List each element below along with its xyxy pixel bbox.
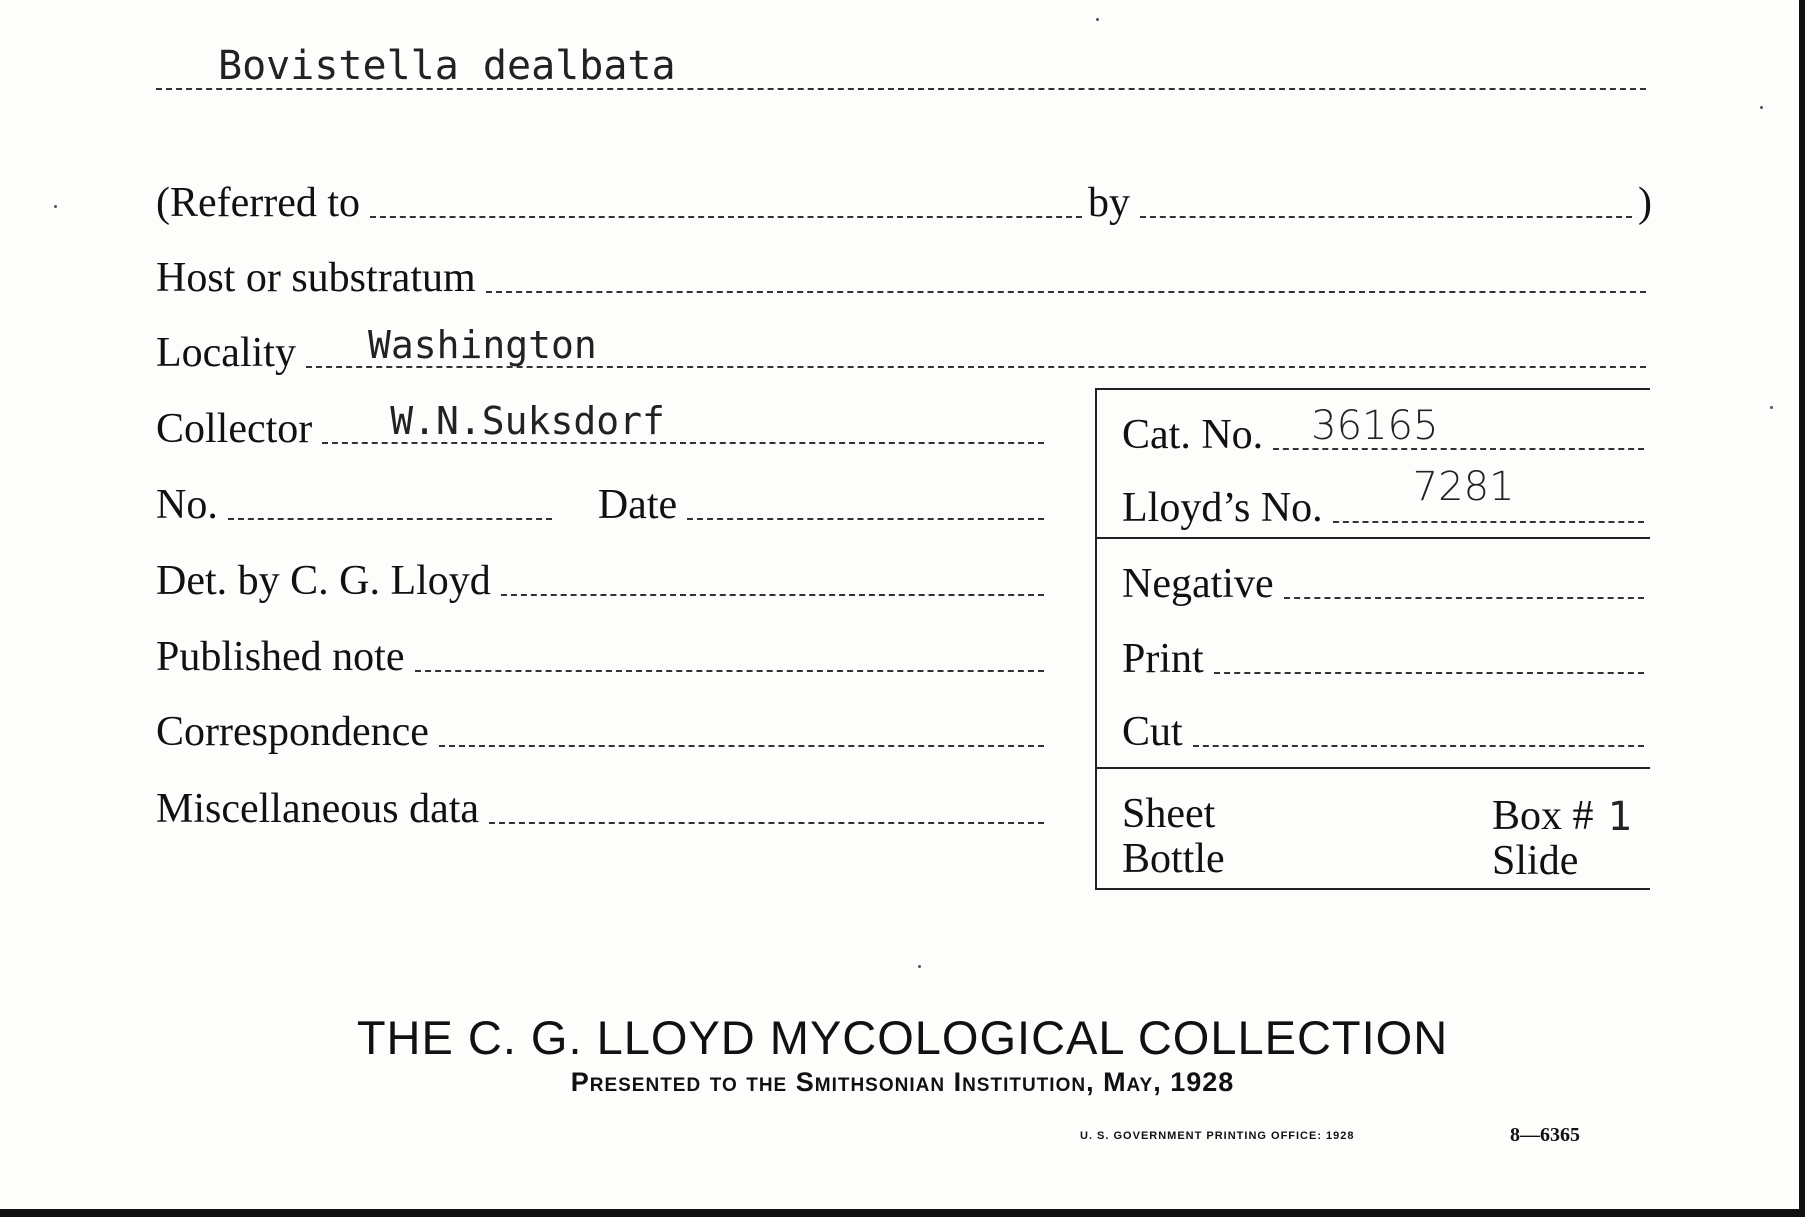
locality-line [306, 323, 1646, 368]
misc-line [489, 822, 1044, 824]
collection-title: THE C. G. LLOYD MYCOLOGICAL COLLECTION [356, 1011, 1449, 1064]
lloyd-row [1122, 464, 1650, 531]
host-line [486, 291, 1646, 293]
locality-row [156, 323, 1652, 376]
box-top-rule [1097, 388, 1650, 390]
no-label: No. [156, 482, 218, 528]
collector-label: Collector [156, 406, 313, 452]
lloyd-value: 7281 [1412, 464, 1515, 510]
correspondence-line [439, 745, 1044, 747]
box-left-rule [1095, 388, 1097, 890]
correspondence-row [156, 711, 1050, 753]
by-label: by [1088, 180, 1130, 226]
by-line [1140, 216, 1632, 218]
host-row [156, 257, 1652, 299]
species-row [156, 43, 1652, 96]
date-line [687, 518, 1044, 520]
locality-value: Washington [367, 323, 597, 367]
negative-line [1284, 597, 1644, 599]
paper-speck [54, 205, 57, 208]
no-date-row [156, 484, 1050, 526]
misc-row [156, 788, 1050, 830]
collector-value: W.N.Suksdorf [390, 399, 665, 443]
negative-label: Negative [1122, 561, 1274, 607]
bottle-label: Bottle [1122, 836, 1225, 882]
paper-speck [1096, 18, 1099, 21]
det-row [156, 560, 1050, 602]
no-line [228, 518, 552, 520]
referred-to-label: (Referred to [156, 180, 361, 226]
box-label: Box # [1492, 793, 1594, 839]
published-line [415, 670, 1045, 672]
cat-line [1273, 403, 1644, 450]
cat-row [1122, 403, 1650, 458]
slide-label: Slide [1492, 838, 1579, 884]
cat-value: 36165 [1311, 403, 1439, 449]
species-name: Bovistella dealbata [218, 43, 676, 89]
published-row [156, 636, 1050, 678]
printer-imprint: U. S. GOVERNMENT PRINTING OFFICE: 1928 [1080, 1130, 1355, 1142]
box-value: 1 [1607, 794, 1632, 840]
host-label: Host or substratum [156, 255, 476, 301]
det-line [501, 594, 1044, 596]
published-label: Published note [156, 634, 405, 680]
date-label: Date [597, 482, 678, 528]
det-label: Det. by C. G. Lloyd [156, 558, 491, 604]
print-line [1214, 672, 1644, 674]
cat-label: Cat. No. [1122, 412, 1264, 458]
print-label: Print [1122, 636, 1204, 682]
sheet-label: Sheet [1122, 791, 1216, 837]
correspondence-label: Correspondence [156, 709, 429, 755]
collector-line [322, 399, 1044, 444]
paper-speck [1770, 406, 1773, 409]
cut-line [1193, 745, 1644, 747]
species-line [156, 43, 1646, 90]
paper-speck [1760, 106, 1763, 109]
negative-row [1122, 563, 1650, 605]
box-number [1492, 793, 1632, 840]
misc-label: Miscellaneous data [156, 786, 480, 832]
cut-row [1122, 711, 1650, 753]
presented-subtitle: Presented to the Smithsonian Institution, May, 1928 [570, 1067, 1235, 1097]
referred-to-line [370, 216, 1082, 218]
close-paren: ) [1638, 180, 1652, 226]
referred-row [156, 182, 1652, 224]
print-row [1122, 638, 1650, 680]
cut-label: Cut [1122, 709, 1183, 755]
paper-speck [918, 965, 921, 968]
lloyd-label: Lloyd’s No. [1122, 485, 1323, 531]
box-bottom-rule [1097, 888, 1650, 890]
locality-label: Locality [156, 330, 296, 376]
box-rule-1 [1097, 537, 1650, 539]
form-number: 8—6365 [1510, 1124, 1580, 1146]
box-rule-2 [1097, 767, 1650, 769]
lloyd-line [1333, 464, 1644, 523]
collector-row [156, 399, 1050, 452]
